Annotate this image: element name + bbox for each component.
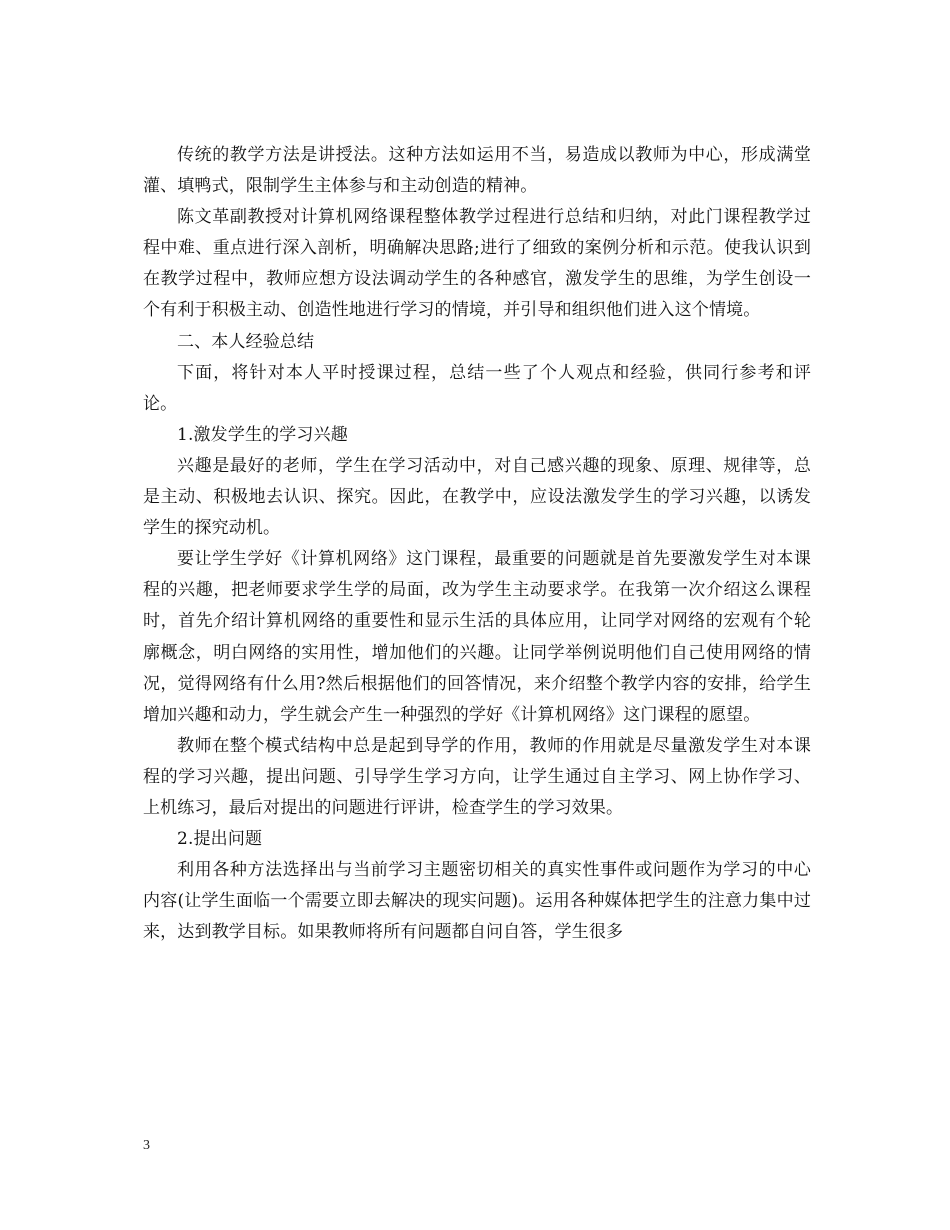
paragraph-network-course: 要让学生学好《计算机网络》这门课程，最重要的问题就是首先要激发学生对本课程的兴趣，把老师要求学生学的局面，改为学生主动要求学。在我第一次介绍这么课程时，首先介绍计算机网络的重要性和显示生活的具体应用，让同学对网络的宏观有个轮廓概念，明白网络的实用性，增加他们的兴趣。让同学举例说明他们自己使用网络的情况，觉得网络有什么用?然后根据他们的回答情况，来介绍整个教学内容的安排，给学生增加兴趣和动力，学生就会产生一种强烈的学好《计算机网络》这门课程的愿望。 [143, 549, 811, 725]
paragraph-intro: 下面，将针对本人平时授课过程，总结一些了个人观点和经验，供同行参考和评论。 [143, 362, 811, 414]
paragraph-teacher-role: 教师在整个模式结构中总是起到导学的作用，教师的作用就是尽量激发学生对本课程的学习兴趣，提出问题、引导学生学习方向，让学生通过自主学习、网上协作学习、上机练习，最后对提出的问题进行评讲，检查学生的学习效果。 [143, 735, 811, 818]
paragraph-interest-teacher: 兴趣是最好的老师，学生在学习活动中，对自己感兴趣的现象、原理、规律等，总是主动、积极地去认识、探究。因此，在教学中，应设法激发学生的学习兴趣，以诱发学生的探究动机。 [143, 455, 811, 539]
page-number: 3 [143, 1138, 150, 1153]
subheading-questions: 2.提出问题 [177, 829, 263, 850]
subheading-interest: 1.激发学生的学习兴趣 [177, 424, 348, 445]
paragraph-questions: 利用各种方法选择出与当前学习主题密切相关的真实性事件或问题作为学习的中心内容(让学生面临一个需要立即去解决的现实问题)。运用各种媒体把学生的注意力集中过来，达到教学目标。如果教师将所有问题都自问自答，学生很多 [143, 860, 811, 943]
paragraph-professor-summary: 陈文革副教授对计算机网络课程整体教学过程进行总结和归纳，对此门课程教学过程中难、重点进行深入剖析，明确解决思路;进行了细致的案例分析和示范。使我认识到在教学过程中，教师应想方设法调动学生的各种感官，激发学生的思维，为学生创设一个有利于积极主动、创造性地进行学习的情境，并引导和组织他们进入这个情境。 [143, 207, 811, 321]
document-body [143, 140, 811, 948]
paragraph-traditional-method: 传统的教学方法是讲授法。这种方法如运用不当，易造成以教师为中心，形成满堂灌、填鸭式，限制学生主体参与和主动创造的精神。 [143, 145, 811, 197]
section-heading-experience: 二、本人经验总结 [177, 331, 315, 352]
